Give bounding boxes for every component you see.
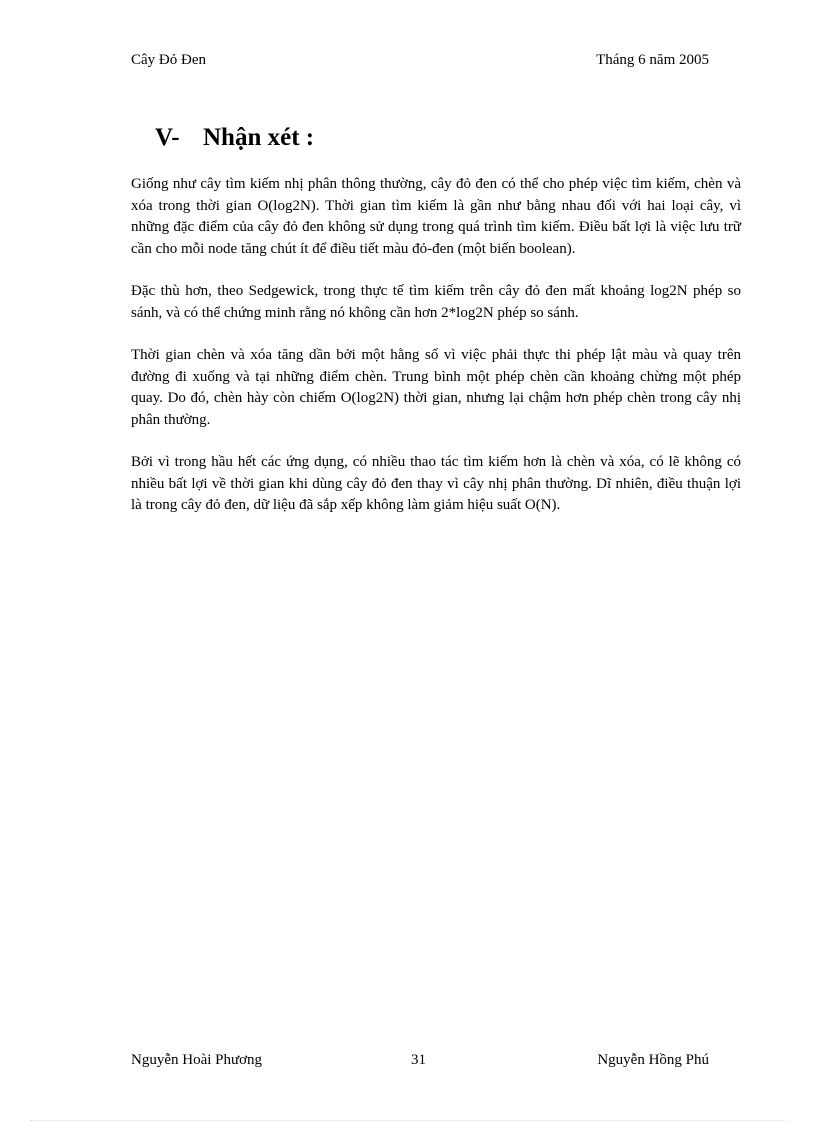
header-date: Tháng 6 năm 2005: [596, 52, 709, 68]
page-header: [131, 52, 709, 74]
paragraph-4: Bởi vì trong hầu hết các ứng dụng, có nhiều thao tác tìm kiếm hơn là chèn và xóa, có lẽ không có nhiều bất lợi về thời gian khi dùng cây đỏ đen thay vì cây nhị phân thường. Dĩ nhiên, điều thuận lợi là trong cây đỏ đen, dữ liệu đã sắp xếp không làm giảm hiệu suất O(N).: [131, 454, 741, 513]
footer-author-2: Nguyễn Hồng Phú: [597, 1052, 709, 1068]
section-heading: [155, 124, 314, 152]
paragraph-2: Đặc thù hơn, theo Sedgewick, trong thực tế tìm kiếm trên cây đỏ đen mất khoảng log2N phép so sánh, và có thể chứng minh rằng nó không cần hơn 2*log2N phép so sánh.: [131, 283, 741, 321]
header-document-title: Cây Đỏ Đen: [131, 52, 206, 68]
page-bottom-divider: [30, 1120, 786, 1121]
paragraph-3: Thời gian chèn và xóa tăng dần bởi một hằng số vì việc phải thực thi phép lật màu và quay trên đường đi xuống và tại những điểm chèn. Trung bình một phép chèn cần khoảng chừng một phép quay. Do đó, chèn hày còn chiếm O(log2N) thời gian, nhưng lại chậm hơn phép chèn trong cây nhị phân thường.: [131, 347, 741, 428]
body-text: [131, 174, 741, 538]
paragraph-1: Giống như cây tìm kiếm nhị phân thông thường, cây đỏ đen có thể cho phép việc tìm kiếm, chèn và xóa trong thời gian O(log2N). Thời gian tìm kiếm là gần như bằng nhau đối với hai loại cây, vì những đặc điểm của cây đỏ đen không sử dụng trong quá trình tìm kiếm. Điều bất lợi là việc lưu trữ cần cho mỗi node tăng chút ít để điều tiết màu đỏ-đen (một biến boolean).: [131, 176, 741, 257]
section-title: Nhận xét :: [203, 124, 315, 151]
section-number: V-: [155, 124, 180, 151]
page-number: 31: [411, 1052, 426, 1068]
page-footer: [131, 1052, 709, 1074]
footer-author-1: Nguyễn Hoài Phương: [131, 1052, 263, 1068]
